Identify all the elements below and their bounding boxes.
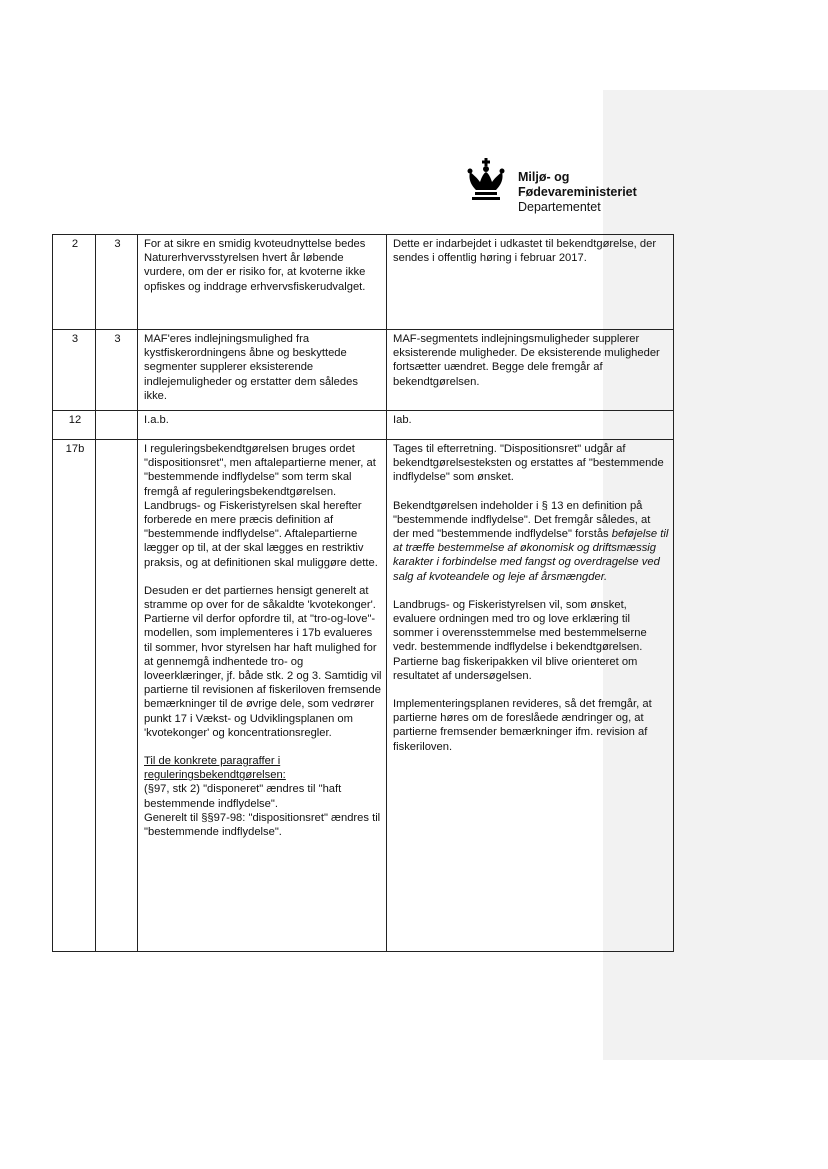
table-row (53, 330, 674, 411)
comment-text: MAF'eres indlejningsmulighed fra kystfiskerordningens åbne og beskyttede segmenter supplerer eksisterende indlejemuligheder og erstatter dem således ikke. (144, 333, 358, 402)
response-table (52, 234, 674, 952)
cell-response (387, 411, 674, 440)
cell-section (96, 440, 138, 952)
response-paragraph-1: Tages til efterretning. "Dispositionsret" udgår af bekendtgørelsesteksten og erstattes af "bestemmende indflydelse" som ønsket. (393, 443, 664, 484)
comment-paragraph-line-1: (§97, stk 2) "disponeret" ændres til "haft bestemmende indflydelse". (144, 783, 342, 810)
cell-number: 17b (53, 440, 96, 952)
response-paragraph-2 (393, 499, 669, 584)
cell-response (387, 440, 674, 952)
comment-paragraph-line-2: Generelt til §§97-98: "dispositionsret" ændres til "bestemmende indflydelse". (144, 811, 381, 839)
cell-number: 3 (53, 330, 96, 411)
response-text: Iab. (393, 414, 412, 426)
cell-number: 2 (53, 235, 96, 330)
cell-comment (138, 411, 387, 440)
cell-number: 12 (53, 411, 96, 440)
cell-comment (138, 440, 387, 952)
cell-response (387, 235, 674, 330)
comment-text: I.a.b. (144, 414, 169, 426)
cell-section (96, 411, 138, 440)
comment-paragraph-heading: Til de konkrete paragraffer i reguleringsbekendtgørelsen: (144, 755, 286, 782)
response-text: Dette er indarbejdet i udkastet til bekendtgørelse, der sendes i offentlig høring i februar 2017. (393, 238, 657, 265)
logo-line-3: Departementet (518, 200, 601, 214)
response-paragraph-2-text: Bekendtgørelsen indeholder i § 13 en definition på "bestemmende indflydelse". Det fremgår således, at der med "bestemmende indflydelse" forstås (393, 499, 651, 541)
table-row (53, 235, 674, 330)
response-paragraph-4: Implementeringsplanen revideres, så det fremgår, at partierne høres om de foreslåede ændringer og, at partierne fremsender bemærkninger ifm. revision af fiskeriloven. (393, 698, 652, 753)
table-row (53, 411, 674, 440)
crown-icon (464, 158, 508, 202)
comment-text: For at sikre en smidig kvoteudnyttelse bedes Naturerhvervsstyrelsen hvert år løbende vurdere, om der er risiko for, at kvoterne ikke opfiskes og inddrage erhvervsfiskerudvalget. (144, 238, 366, 293)
cell-comment (138, 235, 387, 330)
cell-comment (138, 330, 387, 411)
cell-section: 3 (96, 235, 138, 330)
response-text: MAF-segmentets indlejningsmuligheder supplerer eksisterende muligheder. De eksisterende muligheder fortsætter uændret. Begge dele fremgår af bekendtgørelsen. (393, 333, 660, 388)
cell-response (387, 330, 674, 411)
definition-italic: beføjelse til at træffe bestemmelse af økonomisk og driftsmæssig karakter i forbindelse med fangst og overdragelse ved salg af kvoteandele og leje af årsmængder. (393, 528, 669, 583)
cell-section: 3 (96, 330, 138, 411)
logo-line-2: Fødevareministeriet (518, 185, 637, 199)
ministry-logo (464, 158, 664, 218)
comment-paragraph-2: Desuden er det partiernes hensigt generelt at stramme op over for de såkaldte 'kvotekonger'. Partierne vil derfor opfordre til, at "tro-og-love"-modellen, som implementeres i 17b evalueres til sommer, hvor styrelsen har haft mulighed for at gennemgå indhentede tro- og loveerklæringer, jf. både stk. 2 og 3. Samtidig vil partierne til revisionen af fiskeriloven fremsende bemærkninger til de øvrige dele, som vedrører punkt 17 i Vækst- og Udviklingsplanen om 'kvotekonger' og koncentrationsregler. (144, 584, 382, 739)
table-row (53, 440, 674, 952)
logo-line-1: Miljø- og (518, 170, 570, 184)
response-paragraph-3: Landbrugs- og Fiskeristyrelsen vil, som ønsket, evaluere ordningen med tro og love erklæring til sommer i overensstemmelse med bestemmelserne vedr. bestemmende indflydelse i bekendtgørelsen. Partierne bag fiskeripakken vil blive orienteret om resultatet af undersøgelsen. (393, 598, 647, 682)
comment-paragraph-1: I reguleringsbekendtgørelsen bruges ordet "dispositionsret", men aftalepartierne mener, at "bestemmende indflydelse" som term skal fremgå af reguleringsbekendtgørelsen. Landbrugs- og Fiskeristyrelsen skal herefter forberede en mere præcis definition af "bestemmende indflydelse". Aftalepartierne lægger op til, at der skal lægges en restriktiv praksis, og at definitionen skal muliggøre dette. (144, 443, 378, 569)
